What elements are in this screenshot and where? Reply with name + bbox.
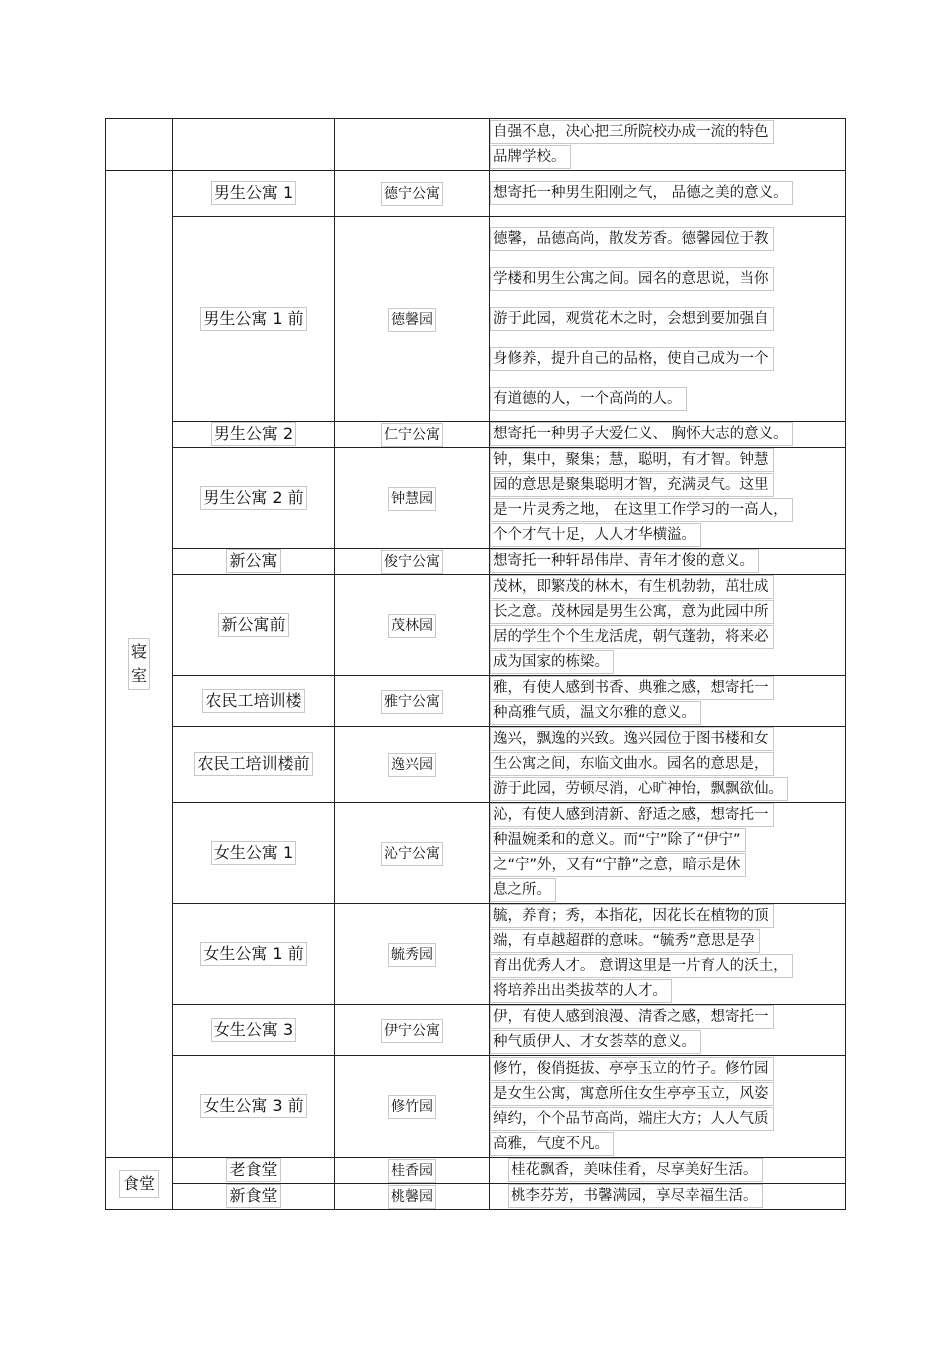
- description-line: 毓，养育；秀，本指花，因花长在植物的顶: [490, 904, 774, 928]
- description-line: 游于此园，观赏花木之时，会想到要加强自: [490, 307, 774, 331]
- name-cell: [335, 448, 490, 549]
- description-cell: [490, 119, 846, 171]
- description-line: 想寄托一种男子大爱仁义、 胸怀大志的意义。: [490, 422, 793, 446]
- table-row: [106, 727, 846, 803]
- description-line: 茂林，即繁茂的林木，有生机勃勃，茁壮成: [490, 575, 774, 599]
- place-name: 雅宁公寓: [381, 690, 443, 714]
- description-line: 长之意。茂林园是男生公寓，意为此园中所: [490, 600, 774, 624]
- table-row: [106, 422, 846, 448]
- building-label: 男生公寓 1 前: [200, 307, 306, 331]
- table-row: [106, 1005, 846, 1056]
- table-row: [106, 448, 846, 549]
- description-line: 端，有卓越超群的意味。“毓秀”意思是孕: [490, 929, 760, 953]
- building-cell: [173, 1056, 335, 1158]
- place-name: 仁宁公寓: [381, 423, 443, 447]
- description-cell: [490, 171, 846, 217]
- building-label: 女生公寓 1 前: [200, 942, 306, 966]
- name-cell: [335, 119, 490, 171]
- category-cell-dorm: [106, 171, 173, 1158]
- building-cell: [173, 1184, 335, 1210]
- building-cell: [173, 171, 335, 217]
- description-line: 居的学生个个生龙活虎，朝气蓬勃，将来必: [490, 625, 774, 649]
- category-cell-canteen: [106, 1158, 173, 1210]
- description-line: 逸兴，飘逸的兴致。逸兴园位于图书楼和女: [490, 727, 774, 751]
- table-row: [106, 904, 846, 1005]
- table-row: [106, 549, 846, 575]
- description-cell: [490, 1056, 846, 1158]
- place-name: 桃馨园: [388, 1185, 436, 1209]
- table-row: [106, 803, 846, 904]
- building-cell: [173, 676, 335, 727]
- place-name: 德宁公寓: [381, 182, 443, 206]
- place-name: 钟慧园: [388, 487, 436, 511]
- building-label: 女生公寓 3: [211, 1018, 296, 1042]
- name-cell: [335, 575, 490, 676]
- name-cell: [335, 676, 490, 727]
- place-name: 桂香园: [388, 1159, 436, 1183]
- category-cell: [106, 119, 173, 171]
- table-row: [106, 171, 846, 217]
- description-cell: [490, 676, 846, 727]
- building-cell: [173, 575, 335, 676]
- description-line: 想寄托一种轩昂伟岸、青年才俊的意义。: [490, 549, 759, 573]
- place-name: 逸兴园: [388, 753, 436, 777]
- table-row: [106, 217, 846, 422]
- description-line: 钟，集中，聚集；慧，聪明，有才智。钟慧: [490, 448, 774, 472]
- description-cell: [490, 549, 846, 575]
- description-line: 种气质伊人、才女荟萃的意义。: [490, 1030, 701, 1054]
- description-line: 种高雅气质，温文尔雅的意义。: [490, 701, 701, 725]
- name-cell: [335, 171, 490, 217]
- category-label: 寝室: [128, 638, 150, 690]
- building-label: 农民工培训楼前: [194, 752, 312, 776]
- building-cell: [173, 803, 335, 904]
- description-line: 有道德的人，一个高尚的人。: [490, 387, 687, 411]
- description-line: 是女生公寓，寓意所住女生亭亭玉立，风姿: [490, 1082, 774, 1106]
- building-label: 女生公寓 3 前: [200, 1094, 306, 1118]
- building-label: 新公寓前: [218, 613, 288, 637]
- building-label: 男生公寓 2: [211, 422, 296, 446]
- description-cell: [490, 1158, 846, 1184]
- description-line: 成为国家的栋梁。: [490, 650, 614, 674]
- table-row: [106, 119, 846, 171]
- building-label: 老食堂: [226, 1158, 280, 1182]
- building-cell: [173, 549, 335, 575]
- building-cell: [173, 1158, 335, 1184]
- description-line: 育出优秀人才。 意谓这里是一片育人的沃土，: [490, 954, 793, 978]
- place-name: 茂林园: [388, 614, 436, 638]
- place-name: 伊宁公寓: [381, 1019, 443, 1043]
- name-cell: [335, 803, 490, 904]
- name-cell: [335, 904, 490, 1005]
- name-cell: [335, 1158, 490, 1184]
- description-line: 学楼和男生公寓之间。园名的意思说，当你: [490, 267, 774, 291]
- name-cell: [335, 549, 490, 575]
- table-row: [106, 1158, 846, 1184]
- description-cell: [490, 904, 846, 1005]
- description-line: 品牌学校。: [490, 145, 571, 169]
- description-cell: [490, 575, 846, 676]
- naming-table: [105, 118, 846, 1210]
- description-cell: [490, 448, 846, 549]
- description-cell: [490, 803, 846, 904]
- description-line: 桂花飘香，美味佳肴，尽享美好生活。: [508, 1158, 763, 1182]
- description-line: 园的意思是聚集聪明才智，充满灵气。这里: [490, 473, 774, 497]
- description-line: 高雅，气度不凡。: [490, 1132, 614, 1156]
- table-row: [106, 1184, 846, 1210]
- place-name: 德馨园: [388, 308, 436, 332]
- building-label: 新公寓: [226, 549, 280, 573]
- building-label: 男生公寓 1: [211, 181, 296, 205]
- description-line: 伊，有使人感到浪漫、清香之感，想寄托一: [490, 1005, 774, 1029]
- building-cell: [173, 727, 335, 803]
- description-cell: [490, 1184, 846, 1210]
- place-name: 沁宁公寓: [381, 842, 443, 866]
- table-row: [106, 676, 846, 727]
- description-line: 种温婉柔和的意义。而“宁”除了“伊宁”: [490, 828, 746, 852]
- name-cell: [335, 217, 490, 422]
- building-cell: [173, 422, 335, 448]
- place-name: 俊宁公寓: [381, 550, 443, 574]
- description-line: 息之所。: [490, 878, 556, 902]
- description-line: 生公寓之间，东临文曲水。园名的意思是，: [490, 752, 774, 776]
- description-line: 德馨，品德高尚，散发芳香。德馨园位于教: [490, 227, 774, 251]
- category-label: 食堂: [119, 1170, 159, 1198]
- description-line: 桃李芬芳，书馨满园，享尽幸福生活。: [508, 1184, 763, 1208]
- name-cell: [335, 1005, 490, 1056]
- description-cell: [490, 1005, 846, 1056]
- description-line: 之“宁”外，又有“宁静”之意，暗示是休: [490, 853, 746, 877]
- table-row: [106, 575, 846, 676]
- building-label: 新食堂: [226, 1184, 280, 1208]
- place-name: 修竹园: [388, 1095, 436, 1119]
- description-line: 个个才气十足，人人才华横溢。: [490, 523, 701, 547]
- place-name: 毓秀园: [388, 943, 436, 967]
- description-line: 游于此园，劳顿尽消，心旷神怡，飘飘欲仙。: [490, 777, 788, 801]
- description-cell: [490, 422, 846, 448]
- description-line: 身修养，提升自己的品格，使自己成为一个: [490, 347, 774, 371]
- building-label: 农民工培训楼: [202, 689, 304, 713]
- name-cell: [335, 422, 490, 448]
- building-label: 男生公寓 2 前: [200, 486, 306, 510]
- name-cell: [335, 1056, 490, 1158]
- name-cell: [335, 1184, 490, 1210]
- table-row: [106, 1056, 846, 1158]
- building-cell: [173, 119, 335, 171]
- building-cell: [173, 904, 335, 1005]
- description-cell: [490, 217, 846, 422]
- description-cell: [490, 727, 846, 803]
- description-line: 将培养出出类拔萃的人才。: [490, 979, 672, 1003]
- description-line: 修竹，俊俏挺拔、亭亭玉立的竹子。修竹园: [490, 1057, 774, 1081]
- description-line: 是一片灵秀之地， 在这里工作学习的一高人，: [490, 498, 793, 522]
- description-line: 绰约，个个品节高尚，端庄大方；人人气质: [490, 1107, 774, 1131]
- description-line: 雅，有使人感到书香、典雅之感，想寄托一: [490, 676, 774, 700]
- building-cell: [173, 217, 335, 422]
- description-line: 想寄托一种男生阳刚之气， 品德之美的意义。: [490, 181, 793, 205]
- building-cell: [173, 1005, 335, 1056]
- building-cell: [173, 448, 335, 549]
- description-line: 沁，有使人感到清新、舒适之感，想寄托一: [490, 803, 774, 827]
- building-label: 女生公寓 1: [211, 841, 296, 865]
- name-cell: [335, 727, 490, 803]
- description-line: 自强不息，决心把三所院校办成一流的特色: [490, 120, 774, 144]
